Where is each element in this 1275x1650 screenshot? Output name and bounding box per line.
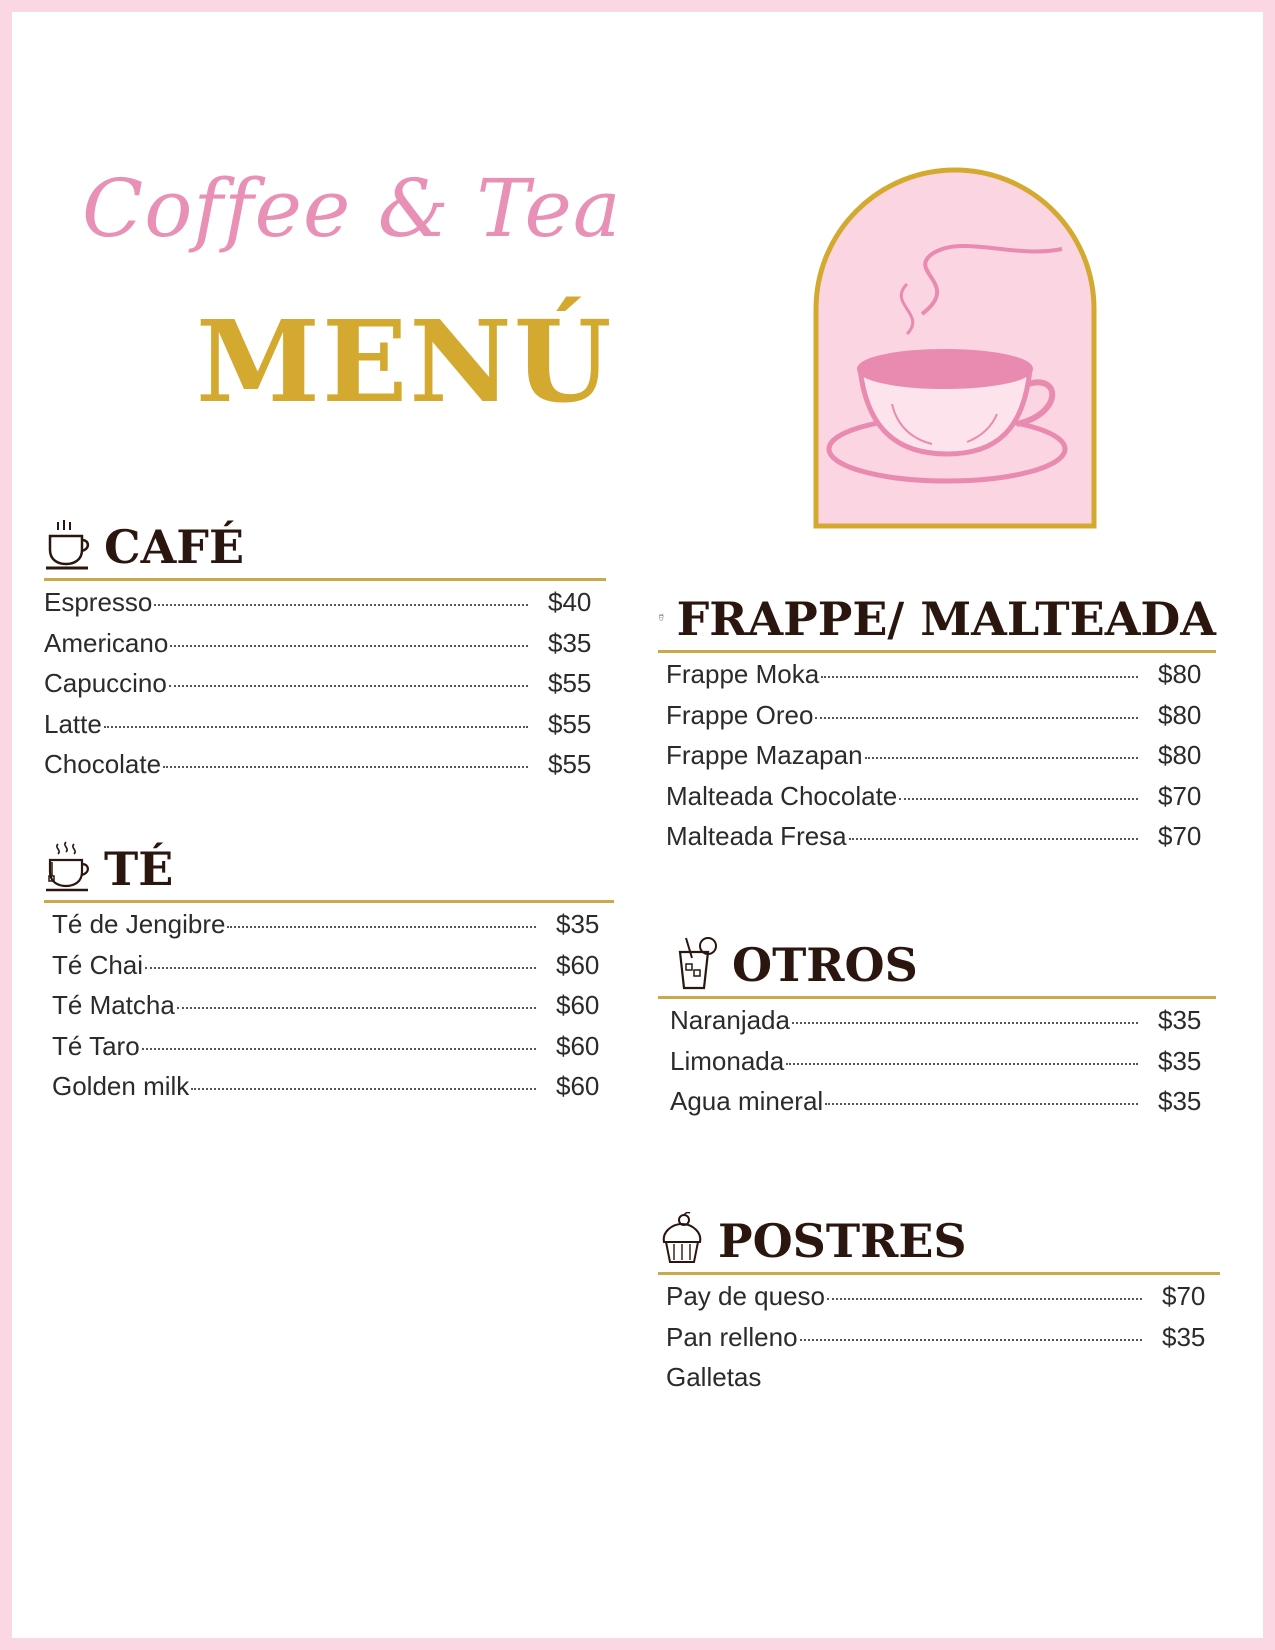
- item-name: Agua mineral: [670, 1086, 824, 1116]
- item-price: $80: [1158, 659, 1202, 689]
- menu-item: [666, 700, 1216, 741]
- menu-item: [670, 1005, 1216, 1046]
- menu-item: [44, 709, 606, 750]
- item-name: Latte: [44, 708, 102, 739]
- dot-leader: [827, 1298, 1142, 1300]
- section-cafe: [44, 512, 606, 790]
- script-title: Coffee & Tea: [82, 162, 622, 255]
- menu-item: [52, 909, 614, 950]
- menu-item: [52, 950, 614, 991]
- dot-leader: [145, 967, 536, 969]
- item-price: $35: [1162, 1321, 1206, 1352]
- menu-item: [666, 821, 1216, 862]
- section-divider: [658, 650, 1216, 653]
- item-name: Pan relleno: [666, 1321, 798, 1352]
- section-divider: [658, 1272, 1220, 1275]
- menu-item: [44, 628, 606, 669]
- item-price: $70: [1158, 821, 1202, 851]
- item-name: Malteada Fresa: [666, 821, 847, 851]
- menu-item: [666, 1322, 1220, 1363]
- item-name: Frappe Mazapan: [666, 740, 863, 770]
- dot-leader: [792, 1022, 1138, 1024]
- item-name: Té Matcha: [52, 990, 175, 1020]
- lemonade-glass-icon: [672, 936, 720, 990]
- item-name: Espresso: [44, 587, 153, 617]
- item-name: Frappe Oreo: [666, 699, 814, 730]
- coffee-cup-icon: [44, 518, 92, 572]
- item-name: Té Chai: [52, 949, 144, 980]
- section-header: [658, 1206, 1220, 1266]
- item-price: $35: [1158, 1086, 1202, 1116]
- menu-item: [670, 1086, 1216, 1127]
- dot-leader: [170, 645, 528, 647]
- section-otros: [658, 930, 1216, 1127]
- dot-leader: [865, 757, 1138, 759]
- item-name: Limonada: [670, 1045, 785, 1076]
- menu-item: [666, 1281, 1220, 1322]
- item-price: $60: [556, 1071, 600, 1101]
- section-header: [658, 584, 1216, 644]
- item-price: $35: [1158, 1005, 1202, 1035]
- dot-leader: [227, 926, 536, 928]
- dot-leader: [142, 1048, 536, 1050]
- section-title: CAFÉ: [104, 520, 245, 574]
- dot-leader: [154, 604, 528, 606]
- cupcake-icon: [658, 1212, 706, 1266]
- item-name: Malteada Chocolate: [666, 780, 898, 811]
- menu-item: [666, 781, 1216, 822]
- dot-leader: [177, 1007, 536, 1009]
- menu-item: [666, 740, 1216, 781]
- item-name: Té de Jengibre: [52, 909, 226, 939]
- section-divider: [44, 578, 606, 581]
- item-price: $55: [548, 668, 592, 698]
- item-price: $60: [556, 990, 600, 1020]
- dot-leader: [899, 798, 1138, 800]
- section-divider: [44, 900, 614, 903]
- section-divider: [658, 996, 1216, 999]
- menu-item: [44, 749, 606, 790]
- item-price: $60: [556, 1030, 600, 1061]
- dot-leader: [815, 717, 1138, 719]
- menu-item: [52, 1031, 614, 1072]
- dot-leader: [104, 726, 528, 728]
- dot-leader: [825, 1103, 1138, 1105]
- item-price: $70: [1162, 1281, 1206, 1311]
- item-name: Naranjada: [670, 1005, 790, 1035]
- section-title: FRAPPE/ MALTEADA: [676, 592, 1216, 646]
- dot-leader: [821, 676, 1138, 678]
- section-header: [44, 834, 614, 894]
- item-price: $60: [556, 949, 600, 980]
- dot-leader: [169, 685, 528, 687]
- dot-leader: [163, 766, 528, 768]
- item-price: $35: [548, 627, 592, 658]
- item-name: Galletas: [666, 1362, 762, 1392]
- dot-leader: [191, 1088, 536, 1090]
- section-title: OTROS: [732, 938, 918, 992]
- section-te: [44, 834, 614, 1112]
- item-price: $80: [1158, 699, 1202, 730]
- section-title: TÉ: [104, 842, 174, 896]
- section-title: POSTRES: [718, 1214, 967, 1268]
- item-name: Frappe Moka: [666, 659, 820, 689]
- menu-item: [52, 990, 614, 1031]
- menu-item: [44, 668, 606, 709]
- item-price: $35: [1158, 1045, 1202, 1076]
- menu-item: [670, 1046, 1216, 1087]
- item-name: Chocolate: [44, 749, 162, 779]
- item-price: $55: [548, 749, 592, 779]
- menu-item: [666, 1362, 1220, 1403]
- section-header: [44, 512, 606, 572]
- dot-leader: [786, 1063, 1138, 1065]
- menu-item: [666, 659, 1216, 700]
- item-name: Capuccino: [44, 668, 167, 698]
- section-postres: [658, 1206, 1220, 1403]
- coffee-cup-illustration: [812, 164, 1098, 530]
- frappe-cup-icon: [658, 590, 665, 644]
- item-price: $80: [1158, 740, 1202, 770]
- dot-leader: [849, 838, 1138, 840]
- item-name: Pay de queso: [666, 1281, 826, 1311]
- menu-page: [12, 12, 1263, 1638]
- item-price: $70: [1158, 780, 1202, 811]
- section-frappe: [658, 584, 1216, 862]
- item-name: Golden milk: [52, 1071, 190, 1101]
- menu-item: [44, 587, 606, 628]
- item-name: Té Taro: [52, 1030, 140, 1061]
- item-price: $35: [556, 909, 600, 939]
- menu-title: MENÚ: [196, 297, 614, 428]
- item-price: $40: [548, 587, 592, 617]
- menu-item: [52, 1071, 614, 1112]
- dot-leader: [800, 1339, 1142, 1341]
- section-header: [658, 930, 1216, 990]
- tea-cup-icon: [44, 840, 92, 894]
- item-name: Americano: [44, 627, 169, 658]
- item-price: $55: [548, 708, 592, 739]
